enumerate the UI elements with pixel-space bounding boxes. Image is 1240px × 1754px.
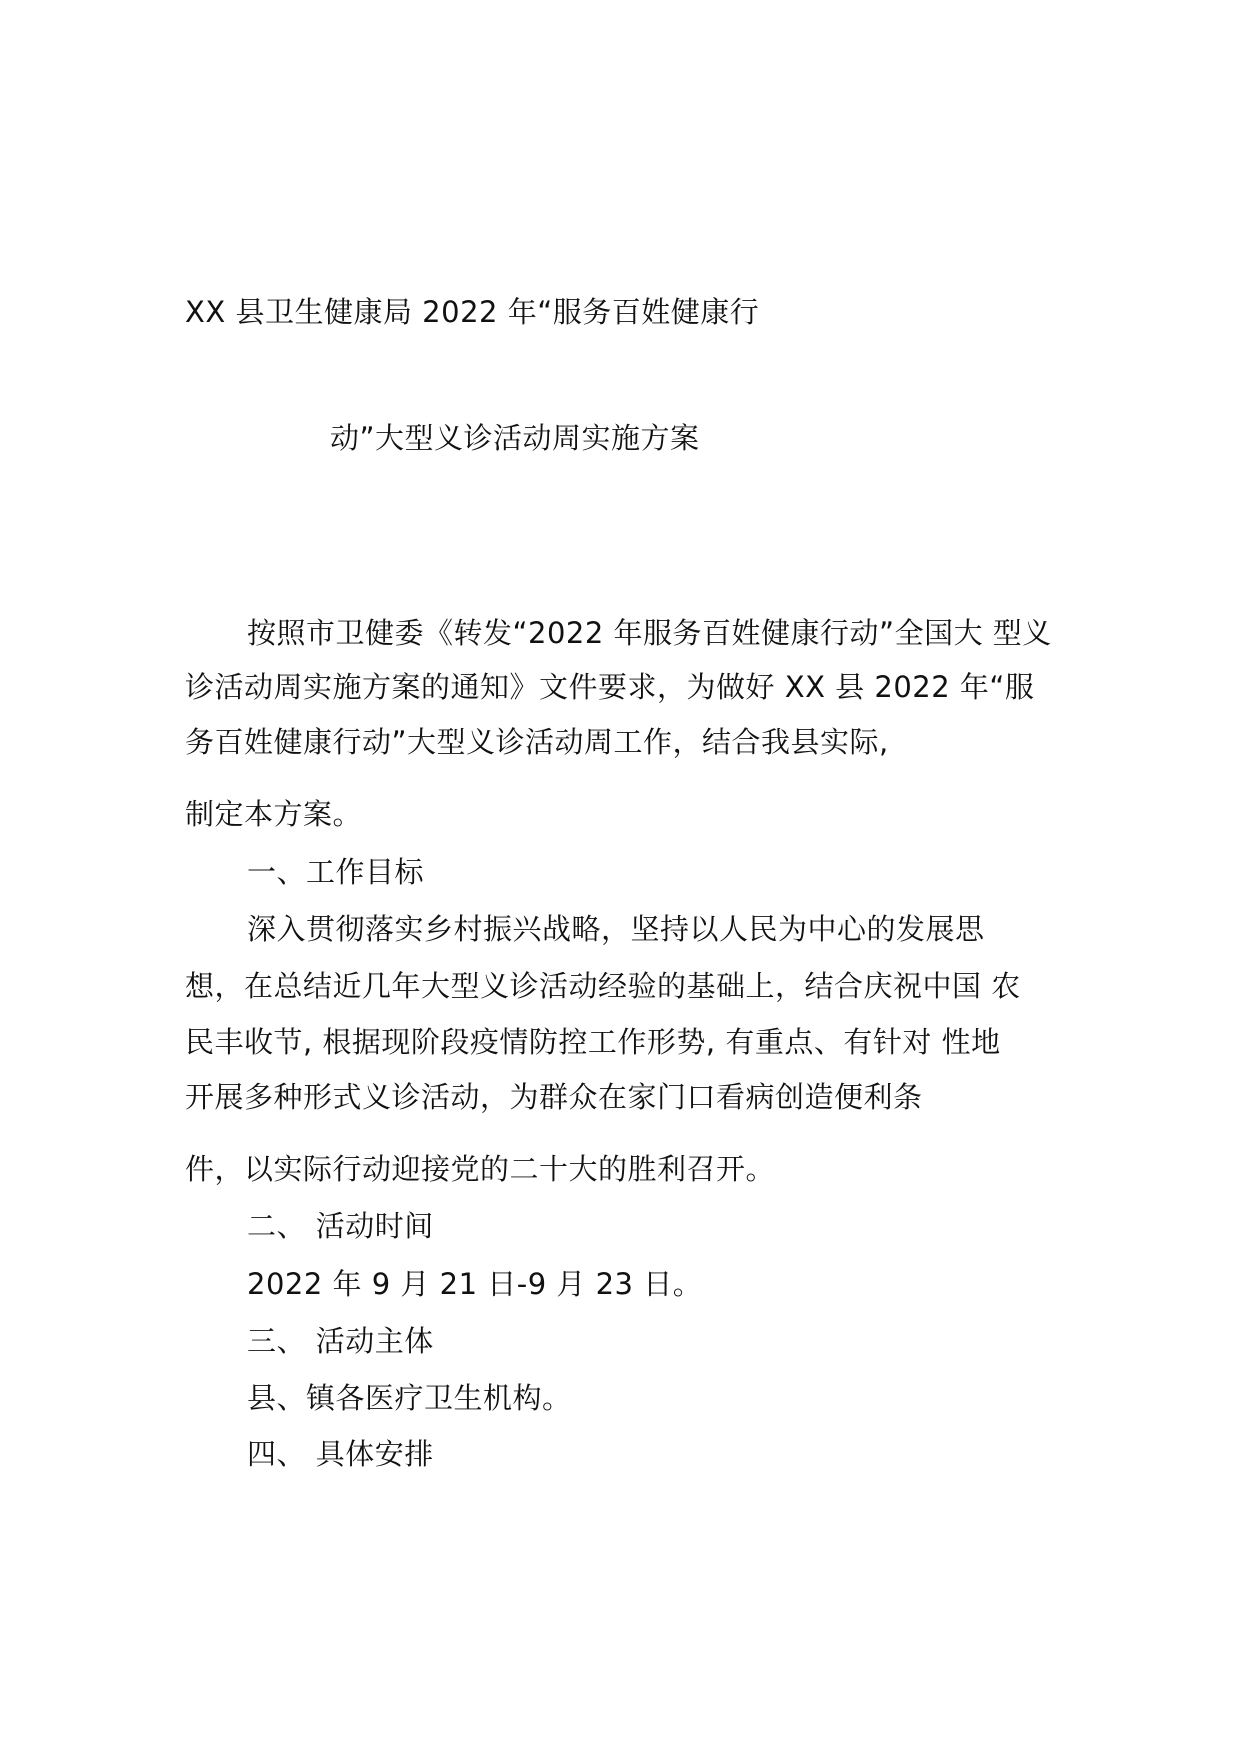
section-2-body: 2022 年 9 月 21 日-9 月 23 日。 [247, 1267, 703, 1301]
intro-line-4: 制定本方案。 [185, 797, 363, 831]
section-3-heading: 三、 活动主体 [247, 1324, 434, 1358]
intro-line-1: 按照市卫健委《转发“2022 年服务百姓健康行动”全国大 型义 [247, 616, 1052, 650]
section-1-line-5: 件，以实际行动迎接党的二十大的胜利召开。 [185, 1152, 776, 1186]
section-1-line-2: 想，在总结近几年大型义诊活动经验的基础上，结合庆祝中国 农 [185, 969, 1021, 1003]
section-1-line-3: 民丰收节, 根据现阶段疫情防控工作形势, 有重点、有针对 性地 [185, 1025, 1001, 1059]
document-title-line-2: 动”大型义诊活动周实施方案 [330, 421, 700, 455]
section-4-heading: 四、 具体安排 [247, 1437, 434, 1471]
section-2-heading: 二、 活动时间 [247, 1209, 434, 1243]
intro-line-2: 诊活动周实施方案的通知》文件要求，为做好 XX 县 2022 年“服 [185, 670, 1035, 704]
intro-line-3: 务百姓健康行动”大型义诊活动周工作，结合我县实际, [185, 725, 889, 759]
section-1-line-4: 开展多种形式义诊活动，为群众在家门口看病创造便利条 [185, 1080, 923, 1114]
document-title-line-1: XX 县卫生健康局 2022 年“服务百姓健康行 [185, 295, 760, 329]
section-1-line-1: 深入贯彻落实乡村振兴战略，坚持以人民为中心的发展思 [247, 912, 985, 946]
section-1-heading: 一、工作目标 [247, 855, 425, 889]
section-3-body: 县、镇各医疗卫生机构。 [247, 1381, 572, 1415]
